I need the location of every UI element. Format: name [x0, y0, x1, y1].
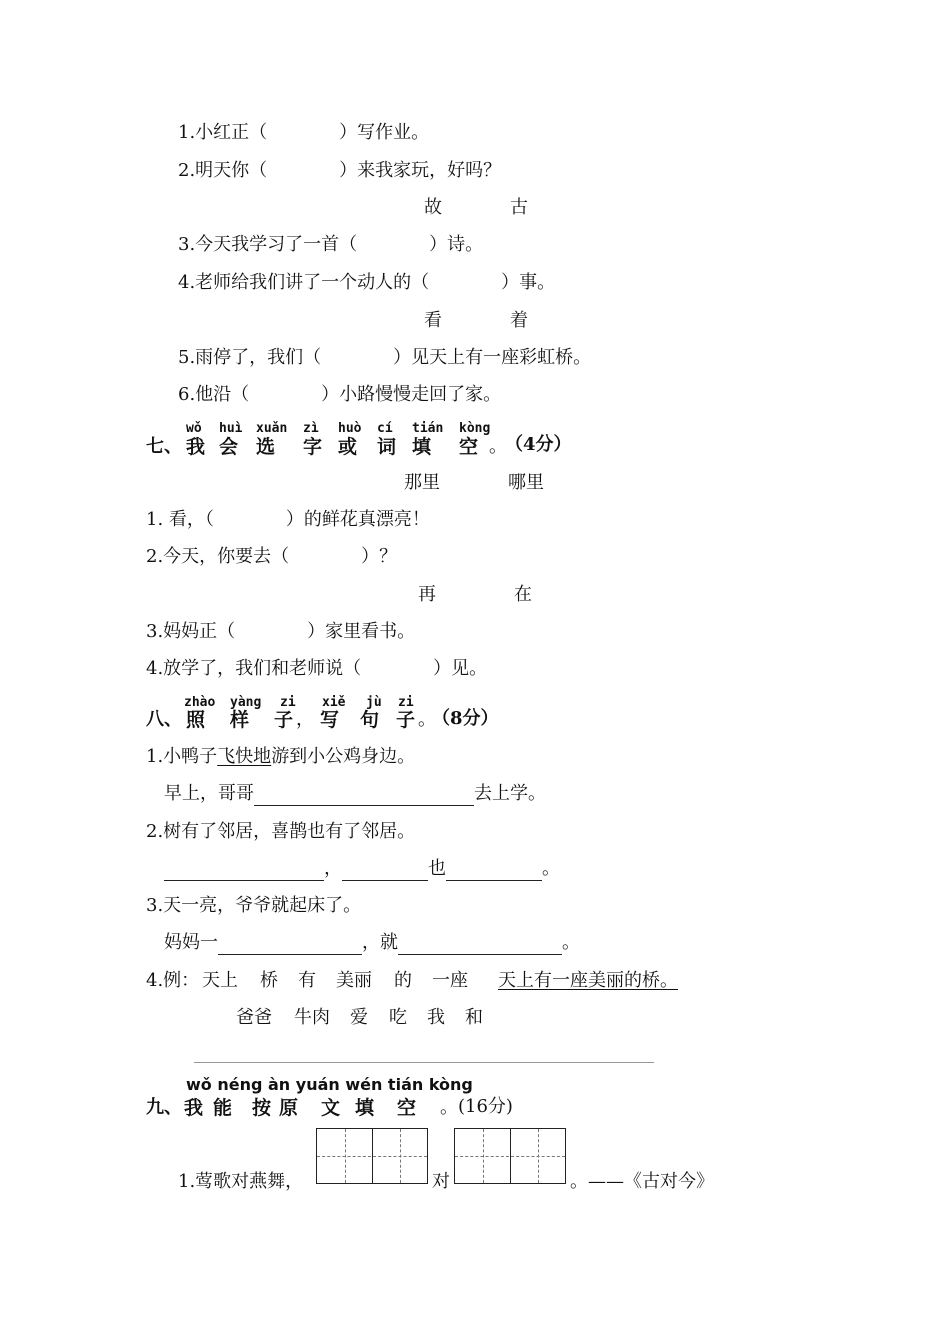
choice-char-zai-1: 再 — [418, 584, 436, 605]
answer-blank[interactable] — [342, 862, 428, 881]
pinyin-kong: kòng — [459, 421, 491, 436]
pinyin-zhao: zhào — [184, 695, 216, 710]
example-word: 桥 — [260, 970, 278, 991]
section-9-score: (16分) — [458, 1096, 513, 1117]
pinyin-huo: huò — [338, 421, 362, 436]
section-7-score: （4分） — [505, 434, 572, 455]
reorder-answer-line[interactable] — [194, 1062, 654, 1063]
reorder-word: 我 — [427, 1007, 445, 1028]
section-9-period: 。 — [440, 1097, 458, 1118]
choice-word-nali-q: 哪里 — [508, 472, 544, 493]
heading-char: 子 — [396, 709, 416, 731]
example-word: 有 — [298, 970, 316, 991]
heading-char: 照 — [186, 709, 206, 731]
answer-blank[interactable] — [254, 787, 474, 806]
section-7-period: 。 — [489, 436, 507, 457]
tianzige-grid-2[interactable] — [454, 1128, 566, 1184]
question-6-3: 3.今天我学习了一首（ ）诗。 — [178, 234, 484, 255]
q8-1-start: 1.小鸭子 — [146, 746, 218, 767]
answer-blank[interactable] — [398, 936, 562, 955]
answer-blank[interactable] — [164, 862, 324, 881]
heading-char: 我 — [184, 1097, 204, 1119]
answer-blank[interactable] — [446, 862, 542, 881]
section-9-pinyin: wǒ néng àn yuán wén tián kòng — [186, 1075, 473, 1094]
example-word: 一座 — [432, 970, 468, 991]
heading-char: 样 — [230, 709, 250, 731]
question-8-1 — [146, 745, 415, 769]
question-8-2-fill — [164, 857, 560, 881]
q8-1-underlined-word: 飞快地 — [217, 746, 272, 767]
heading-char: 填 — [355, 1097, 375, 1119]
question-7-2: 2.今天，你要去（ ）？ — [146, 546, 398, 567]
heading-char: 我 — [186, 436, 206, 458]
heading-char: 或 — [338, 436, 358, 458]
heading-char: 句 — [360, 709, 380, 731]
question-7-1: 1. 看，（ ）的鲜花真漂亮！ — [146, 509, 430, 530]
section-8-period: 。 — [418, 709, 436, 730]
choice-char-kan: 看 — [424, 310, 442, 331]
q8-2-also: 也 — [428, 858, 446, 879]
question-6-2: 2.明天你（ ）来我家玩，好吗？ — [178, 160, 502, 181]
heading-char: 按 — [252, 1097, 272, 1119]
question-9-1-start: 1.莺歌对燕舞， — [178, 1171, 304, 1192]
pinyin-wo: wǒ — [186, 421, 202, 436]
heading-char: 空 — [397, 1097, 417, 1119]
reorder-word: 吃 — [389, 1007, 407, 1028]
question-6-6: 6.他沿（ ）小路慢慢走回了家。 — [178, 384, 502, 405]
heading-char: 选 — [256, 436, 276, 458]
heading-char: 会 — [219, 436, 239, 458]
choice-word-nali: 那里 — [404, 472, 440, 493]
heading-char: 写 — [320, 709, 340, 731]
pinyin-zi-2: zi — [398, 695, 414, 710]
q8-3-a: 妈妈一 — [164, 932, 218, 953]
pinyin-tian: tián — [412, 421, 444, 436]
question-9-1-end: 。——《古对今》 — [570, 1171, 714, 1192]
section-8-prefix: 八、 — [146, 709, 182, 730]
question-6-4: 4.老师给我们讲了一个动人的（ ）事。 — [178, 272, 556, 293]
section-9-prefix: 九、 — [146, 1097, 182, 1118]
q8-3-end: 。 — [562, 932, 580, 953]
heading-char: 字 — [303, 436, 323, 458]
question-8-4-label: 4.例： — [146, 970, 200, 991]
question-7-4: 4.放学了，我们和老师说（ ）见。 — [146, 658, 488, 679]
pinyin-xuan: xuǎn — [256, 421, 288, 436]
tianzige-grid-1[interactable] — [316, 1128, 428, 1184]
pinyin-xie: xiě — [322, 695, 346, 710]
pinyin-yang: yàng — [230, 695, 262, 710]
q8-2-end: 。 — [542, 858, 560, 879]
answer-blank[interactable] — [218, 936, 362, 955]
question-8-2: 2.树有了邻居，喜鹊也有了邻居。 — [146, 821, 416, 842]
question-6-5: 5.雨停了，我们（ ）见天上有一座彩虹桥。 — [178, 347, 592, 368]
q8-1-fill-a: 早上，哥哥 — [164, 783, 254, 804]
question-7-3: 3.妈妈正（ ）家里看书。 — [146, 621, 416, 642]
question-9-1-mid: 对 — [432, 1171, 450, 1192]
reorder-word: 爱 — [350, 1007, 368, 1028]
heading-char: 空 — [459, 436, 479, 458]
pinyin-ci: cí — [377, 421, 393, 436]
section-8-score: （8分） — [432, 708, 499, 729]
reorder-word: 爸爸 — [236, 1007, 272, 1028]
q8-1-rest: 游到小公鸡身边。 — [271, 746, 416, 767]
pinyin-zi: zì — [303, 421, 319, 436]
choice-char-gu-2: 古 — [510, 197, 528, 218]
reorder-word: 和 — [465, 1007, 483, 1028]
choice-char-gu-1: 故 — [424, 197, 442, 218]
example-word: 的 — [394, 970, 412, 991]
q8-3-b: ，就 — [362, 932, 398, 953]
pinyin-ju: jù — [366, 695, 382, 710]
reorder-word: 牛肉 — [294, 1007, 330, 1028]
heading-char: 能 — [213, 1097, 233, 1119]
section-7-prefix: 七、 — [146, 436, 182, 457]
example-word: 美丽 — [336, 970, 372, 991]
heading-char: 文 — [321, 1097, 341, 1119]
question-8-3-fill — [164, 931, 580, 955]
example-answer: 天上有一座美丽的桥。 — [498, 970, 678, 991]
heading-char: 子 — [274, 709, 294, 731]
section-8-comma: ， — [296, 709, 314, 730]
q8-1-fill-b: 去上学。 — [474, 783, 546, 804]
heading-char: 词 — [377, 436, 397, 458]
heading-char: 原 — [279, 1097, 299, 1119]
example-word: 天上 — [202, 970, 238, 991]
choice-char-zhe: 着 — [510, 310, 528, 331]
pinyin-hui: huì — [219, 421, 243, 436]
question-8-3: 3.天一亮，爷爷就起床了。 — [146, 895, 362, 916]
heading-char: 填 — [412, 436, 432, 458]
choice-char-zai-2: 在 — [514, 584, 532, 605]
pinyin-zi: zi — [280, 695, 296, 710]
question-8-1-fill — [164, 782, 546, 806]
q8-2-comma: ， — [324, 858, 342, 879]
question-6-1: 1.小红正（ ）写作业。 — [178, 122, 430, 143]
